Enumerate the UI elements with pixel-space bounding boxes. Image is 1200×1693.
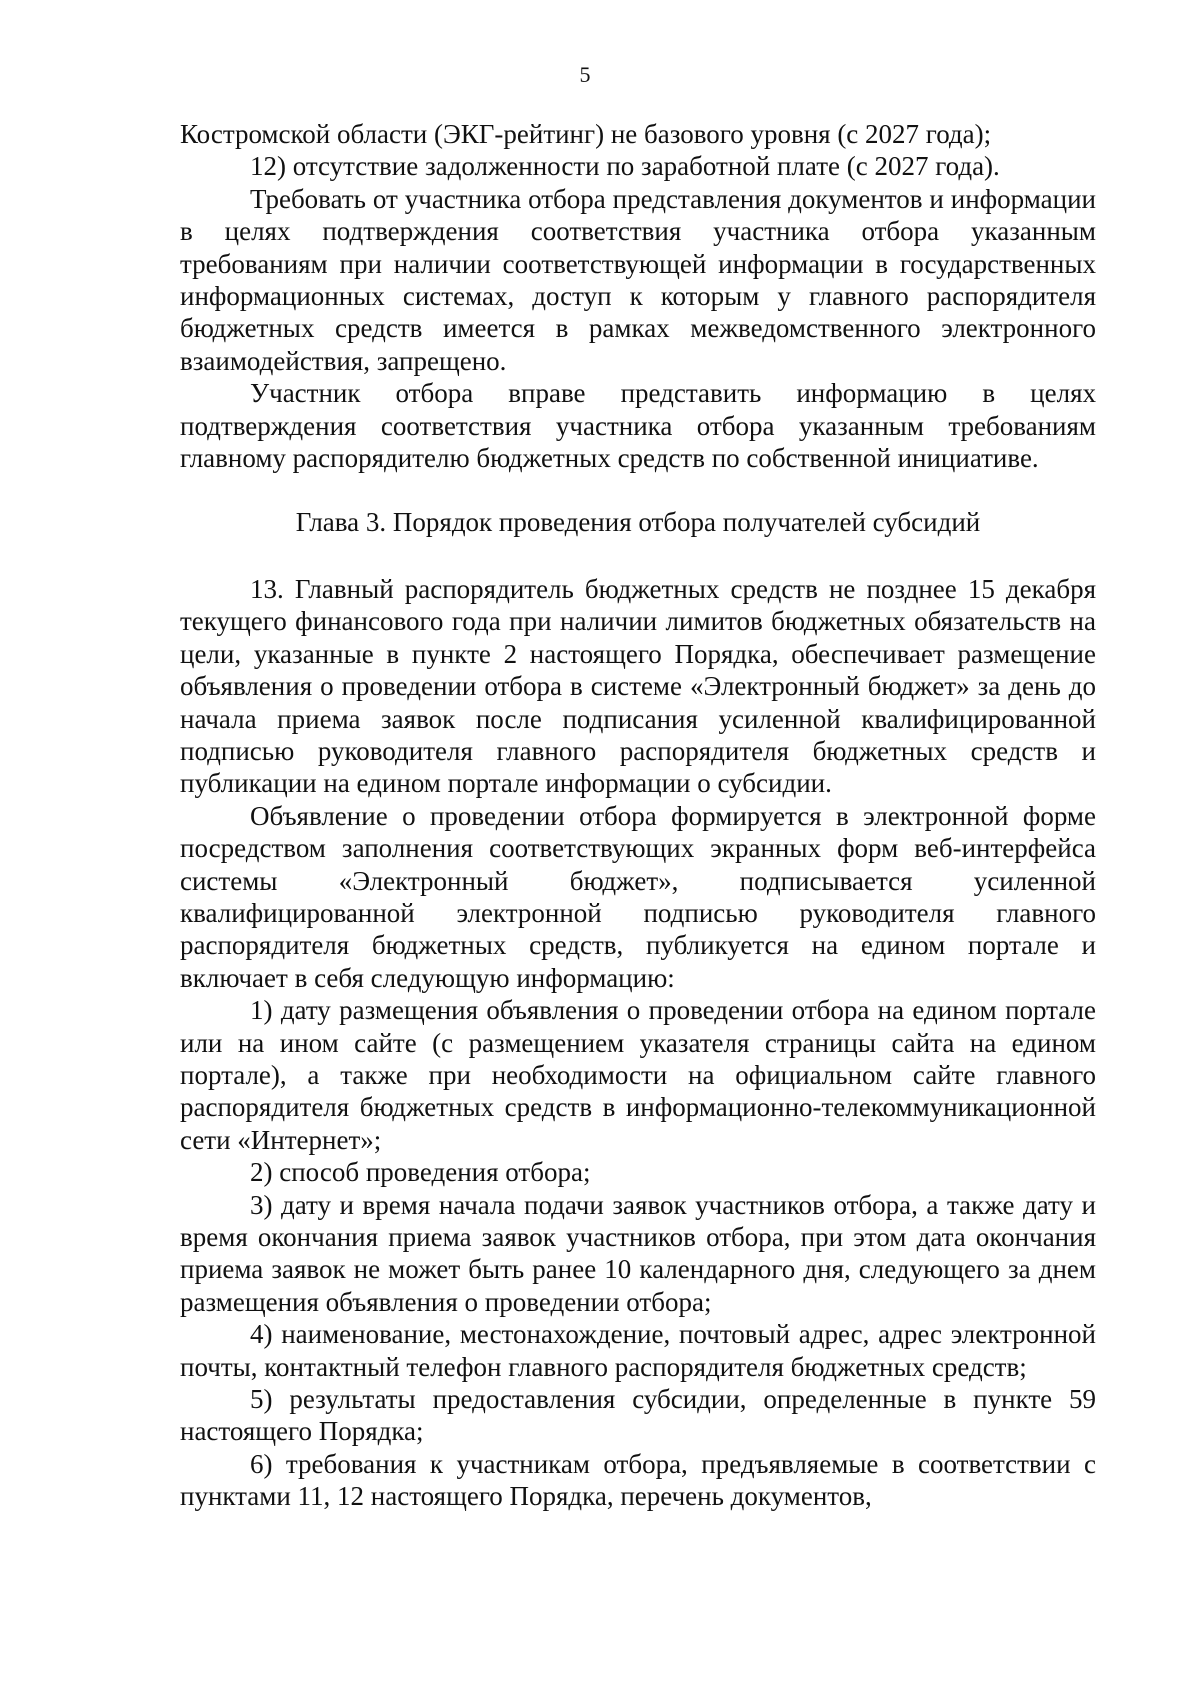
chapter-heading: Глава 3. Порядок проведения отбора получателей субсидий — [295, 507, 981, 538]
paragraph-13: 13. Главный распорядитель бюджетных средств не позднее 15 декабря текущего финансового года при наличии лимитов бюджетных обязательств на цели, указанные в пункте 2 настоящего Порядка, обеспечивает размещение объявления о проведении отбора в системе «Электронный бюджет» за день до начала приема заявок после подписания усиленной квалифицированной подписью руководителя главного распорядителя бюджетных средств и публикации на едином портале информации о субсидии. — [180, 573, 1096, 799]
list-item-5: 5) результаты предоставления субсидии, определенные в пункте 59 настоящего Порядка; — [180, 1384, 1096, 1447]
list-item-2: 2) способ проведения отбора; — [250, 1157, 591, 1188]
list-item-3: 3) дату и время начала подачи заявок участников отбора, а также дату и время окончания приема заявок участников отбора, при этом дата окончания приема заявок не может быть ранее 10 календарного дня, следующего за днем размещения объявления о проведении отбора; — [180, 1189, 1096, 1317]
list-item-6: 6) требования к участникам отбора, предъявляемые в соответствии с пунктами 11, 12 настоящего Порядка, перечень документов, — [180, 1448, 1096, 1512]
document-body — [180, 118, 1096, 1513]
paragraph-prohibition: Требовать от участника отбора представления документов и информации в целях подтверждения соответствия участника отбора указанным требованиям при наличии соответствующей информации в государственных информационных системах, доступ к которым у главного распорядителя бюджетных средств имеется в рамках межведомственного электронного взаимодействия, запрещено. — [180, 183, 1096, 376]
list-item-1: 1) дату размещения объявления о проведении отбора на едином портале или на ином сайте (с размещением указателя страницы сайта на едином портале), а также при необходимости на официальном сайте главного распорядителя бюджетных средств в информационно-телекоммуникационной сети «Интернет»; — [180, 995, 1096, 1155]
paragraph-participant-right: Участник отбора вправе представить информацию в целях подтверждения соответствия участника отбора указанным требованиям главному распорядителю бюджетных средств по собственной инициативе. — [180, 378, 1096, 474]
paragraph-announcement: Объявление о проведении отбора формируется в электронной форме посредством заполнения соответствующих экранных форм веб-интерфейса системы «Электронный бюджет», подписывается усиленной квалифицированной электронной подписью руководителя главного распорядителя бюджетных средств, публикуется на едином портале и включает в себя следующую информацию: — [180, 800, 1096, 993]
paragraph-item-12: 12) отсутствие задолженности по заработной плате (с 2027 года). — [250, 151, 1000, 182]
page-number: 5 — [579, 62, 591, 87]
paragraph-continuation: Костромской области (ЭКГ-рейтинг) не базового уровня (с 2027 года); — [180, 119, 992, 149]
list-item-4: 4) наименование, местонахождение, почтовый адрес, адрес электронной почты, контактный телефон главного распорядителя бюджетных средств; — [180, 1319, 1096, 1382]
